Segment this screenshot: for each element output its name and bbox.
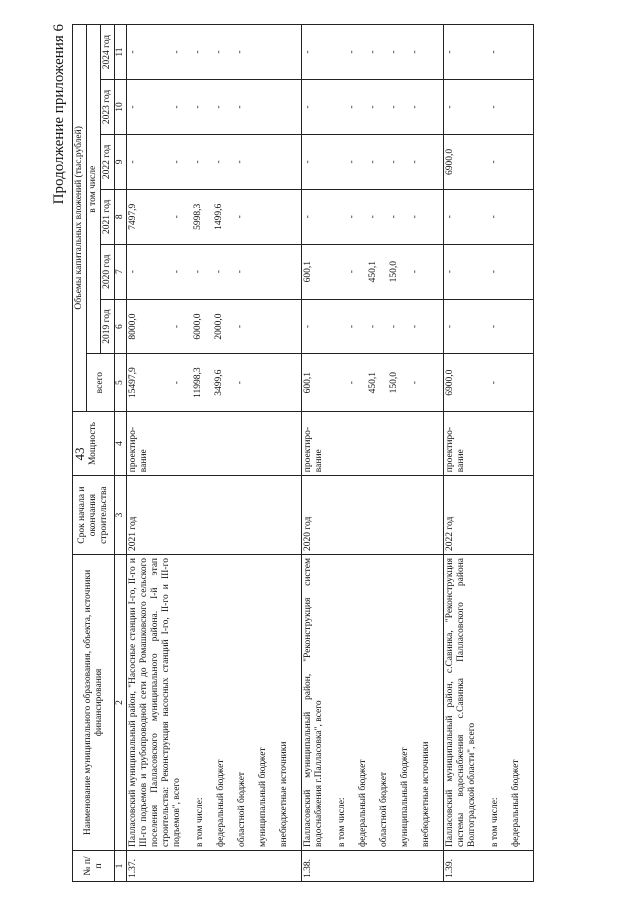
funding-source-label: федеральный бюджет xyxy=(216,759,226,847)
row-total-value: 7497,9 xyxy=(128,203,138,230)
funding-value: - xyxy=(368,160,378,164)
funding-value: - xyxy=(214,270,224,274)
funding-value: - xyxy=(410,50,420,54)
page-caption: Продолжение приложения 6 xyxy=(51,24,67,205)
funding-value: - xyxy=(193,270,203,274)
col-header-term: Срок начала и окончания строительства xyxy=(73,476,115,555)
funding-value: - xyxy=(489,160,499,164)
year-value-cell xyxy=(127,299,302,354)
funding-value xyxy=(326,303,347,351)
funding-value: 450,1 xyxy=(368,260,378,283)
funding-value: 1499,6 xyxy=(214,203,224,230)
funding-value: - xyxy=(235,381,245,385)
row-total-value: - xyxy=(445,215,455,219)
funding-value: - xyxy=(172,324,182,329)
funding-value xyxy=(468,248,489,296)
funding-value xyxy=(151,83,172,131)
row-total-value: - xyxy=(303,324,313,329)
page-number: 43 xyxy=(72,447,87,461)
column-number: 4 xyxy=(115,411,127,475)
funding-value xyxy=(151,28,172,76)
col-header-name: Наименование муниципального образования, объекта, источники финансирования xyxy=(73,554,115,850)
funding-value: 150,0 xyxy=(389,260,399,283)
total-value-cell xyxy=(127,354,302,411)
funding-source-label: внебюджетные источники xyxy=(279,741,289,847)
funding-value: - xyxy=(172,50,182,54)
funding-value xyxy=(151,193,172,241)
row-total-value: 6900,0 xyxy=(445,369,455,396)
funding-value xyxy=(326,358,347,408)
funding-value: - xyxy=(172,215,182,219)
funding-source-label: федеральный бюджет xyxy=(358,759,368,847)
year-value-cell xyxy=(302,299,444,354)
col-header-year: 2020 год xyxy=(101,244,115,299)
funding-value xyxy=(151,358,172,408)
funding-value xyxy=(151,138,172,186)
funding-value: - xyxy=(389,324,399,329)
funding-value: - xyxy=(172,105,182,109)
year-value-cell xyxy=(444,80,534,135)
funding-value: 6000,0 xyxy=(193,313,203,340)
funding-source-label: федеральный бюджет xyxy=(511,759,521,847)
funding-value: 150,0 xyxy=(389,371,399,394)
col-header-total: всего xyxy=(87,354,115,411)
total-value-cell xyxy=(302,354,444,411)
row-number: 1.37. xyxy=(127,850,302,881)
row-total-value: - xyxy=(303,50,313,54)
funding-value: - xyxy=(193,50,203,54)
table-row xyxy=(444,25,534,882)
funding-value: - xyxy=(347,50,357,54)
object-name-cell xyxy=(444,554,534,850)
column-number: 3 xyxy=(115,476,127,555)
funding-value: - xyxy=(214,50,224,54)
row-total-value: - xyxy=(303,160,313,164)
col-header-year: 2024 год xyxy=(101,25,115,80)
row-total-value: 15497,9 xyxy=(128,367,138,399)
funding-value: - xyxy=(193,105,203,109)
object-title: Палласовский муниципальный район, с.Савинка, "Реконструкция системы водоснабжения с.Савинка Палласовского района Волгоградской области", всего xyxy=(445,557,477,847)
row-total-value: 8000,0 xyxy=(128,313,138,340)
year-value-cell xyxy=(127,134,302,189)
funding-source-label: муниципальный бюджет xyxy=(400,747,410,847)
object-title: Палласовский муниципальный район, "Насосные станции I-го, II-го и III-го подъемов и трубопроводной сети до Ромашковского сельского поселения Палласовского муниципального района. I-й этап строительства: Реконструкция насосных станций I-го, II-го и III-го подъемов", всего xyxy=(128,557,182,847)
funding-value: - xyxy=(214,160,224,164)
table-row xyxy=(127,25,302,882)
funding-value: - xyxy=(410,160,420,164)
funding-value xyxy=(151,303,172,351)
funding-value: - xyxy=(347,215,357,219)
capacity-cell: проектиро-вание xyxy=(444,411,534,475)
funding-value xyxy=(326,248,347,296)
object-name-cell xyxy=(302,554,444,850)
funding-value: - xyxy=(235,270,245,274)
funding-value xyxy=(326,193,347,241)
funding-value xyxy=(151,248,172,296)
funding-value: - xyxy=(368,324,378,329)
table-row xyxy=(302,25,444,882)
year-value-cell xyxy=(302,80,444,135)
column-number: 11 xyxy=(115,25,127,80)
col-header-capacity: Мощность xyxy=(73,411,115,475)
column-number: 9 xyxy=(115,134,127,189)
row-total-value: - xyxy=(303,215,313,219)
year-value-cell xyxy=(302,25,444,80)
funding-value: - xyxy=(347,324,357,329)
row-total-value: - xyxy=(303,105,313,109)
year-value-cell xyxy=(444,25,534,80)
column-number: 1 xyxy=(115,850,127,881)
funding-value: - xyxy=(235,160,245,164)
funding-value xyxy=(468,303,489,351)
year-value-cell xyxy=(302,134,444,189)
funding-value: 5998,3 xyxy=(193,203,203,230)
total-value-cell xyxy=(444,354,534,411)
row-number: 1.38. xyxy=(302,850,444,881)
funding-value xyxy=(468,358,489,408)
row-total-value: - xyxy=(128,105,138,109)
funding-value: - xyxy=(193,160,203,164)
object-title: Палласовский муниципальный район, "Реконструкция систем водоснабжения г.Палласовка", всего xyxy=(303,557,324,847)
funding-value xyxy=(468,193,489,241)
funding-value: - xyxy=(410,324,420,329)
col-header-year: 2021 год xyxy=(101,189,115,244)
year-value-cell xyxy=(127,244,302,299)
column-number: 7 xyxy=(115,244,127,299)
year-value-cell xyxy=(444,299,534,354)
funding-value: - xyxy=(489,215,499,219)
funding-value: - xyxy=(347,160,357,164)
col-header-year: 2022 год xyxy=(101,134,115,189)
col-header-incl: в том числе xyxy=(87,25,101,355)
column-number: 8 xyxy=(115,189,127,244)
funding-value: - xyxy=(368,105,378,109)
construction-term: 2021 год xyxy=(127,476,302,555)
funding-source-label: внебюджетные источники xyxy=(421,741,431,847)
capital-investment-table xyxy=(72,24,534,882)
year-value-cell xyxy=(444,244,534,299)
year-value-cell xyxy=(127,25,302,80)
row-total-value: - xyxy=(445,50,455,54)
row-total-value: - xyxy=(128,50,138,54)
funding-value: - xyxy=(368,215,378,219)
column-number: 5 xyxy=(115,354,127,411)
funding-value: - xyxy=(489,324,499,329)
capacity-cell: проектиро-вание xyxy=(127,411,302,475)
funding-value xyxy=(326,83,347,131)
row-total-value: - xyxy=(128,160,138,164)
funding-value: - xyxy=(410,215,420,219)
funding-value: - xyxy=(235,50,245,54)
funding-source-label: муниципальный бюджет xyxy=(258,747,268,847)
column-number: 6 xyxy=(115,299,127,354)
funding-source-label: областной бюджет xyxy=(379,771,389,847)
funding-value: - xyxy=(410,381,420,385)
funding-value: - xyxy=(389,215,399,219)
row-total-value: - xyxy=(445,324,455,329)
funding-value: - xyxy=(172,160,182,164)
year-value-cell xyxy=(444,189,534,244)
year-value-cell xyxy=(127,189,302,244)
funding-value: - xyxy=(489,50,499,54)
funding-value xyxy=(326,28,347,76)
col-header-year: 2019 год xyxy=(101,299,115,354)
funding-value: - xyxy=(214,105,224,109)
construction-term: 2022 год xyxy=(444,476,534,555)
year-value-cell xyxy=(444,134,534,189)
funding-source-label: в том числе: xyxy=(195,797,205,847)
funding-value xyxy=(468,83,489,131)
funding-value: - xyxy=(389,50,399,54)
col-header-volume: Объемы капитальных вложений (тыс.рублей) xyxy=(73,25,87,412)
funding-value: - xyxy=(489,105,499,109)
col-header-no: № п/п xyxy=(73,850,115,881)
funding-value xyxy=(468,28,489,76)
funding-source-label: областной бюджет xyxy=(237,771,247,847)
year-value-cell xyxy=(302,244,444,299)
row-total-value: 6900,0 xyxy=(445,148,455,175)
year-value-cell xyxy=(302,189,444,244)
funding-value: - xyxy=(410,270,420,274)
object-name-cell xyxy=(127,554,302,850)
funding-value: - xyxy=(489,381,499,385)
funding-value: - xyxy=(235,215,245,219)
row-total-value: - xyxy=(445,270,455,274)
col-header-year: 2023 год xyxy=(101,80,115,135)
construction-term: 2020 год xyxy=(302,476,444,555)
funding-value: - xyxy=(410,105,420,109)
row-number: 1.39. xyxy=(444,850,534,881)
funding-value: - xyxy=(347,270,357,274)
funding-value: - xyxy=(347,381,357,385)
funding-value: - xyxy=(368,50,378,54)
capacity-cell: проектиро-вание xyxy=(302,411,444,475)
funding-value: 3499,6 xyxy=(214,369,224,396)
rotated-page-content xyxy=(50,22,590,882)
row-total-value: - xyxy=(128,270,138,274)
funding-value: 11998,3 xyxy=(193,367,203,398)
funding-value: - xyxy=(235,105,245,109)
funding-source-label: в том числе: xyxy=(337,797,347,847)
funding-source-label: в том числе: xyxy=(490,797,500,847)
row-total-value: 600,1 xyxy=(303,260,313,283)
funding-value: - xyxy=(489,270,499,274)
funding-value: - xyxy=(235,324,245,329)
funding-value: - xyxy=(389,160,399,164)
row-total-value: 600,1 xyxy=(303,371,313,394)
funding-value xyxy=(468,138,489,186)
row-total-value: - xyxy=(445,105,455,109)
column-number: 10 xyxy=(115,80,127,135)
year-value-cell xyxy=(127,80,302,135)
funding-value: 450,1 xyxy=(368,371,378,394)
column-number: 2 xyxy=(115,554,127,850)
funding-value: - xyxy=(172,381,182,385)
funding-value: - xyxy=(389,105,399,109)
funding-value: - xyxy=(347,105,357,109)
funding-value: 2000,0 xyxy=(214,313,224,340)
funding-value xyxy=(326,138,347,186)
funding-value: - xyxy=(172,270,182,274)
